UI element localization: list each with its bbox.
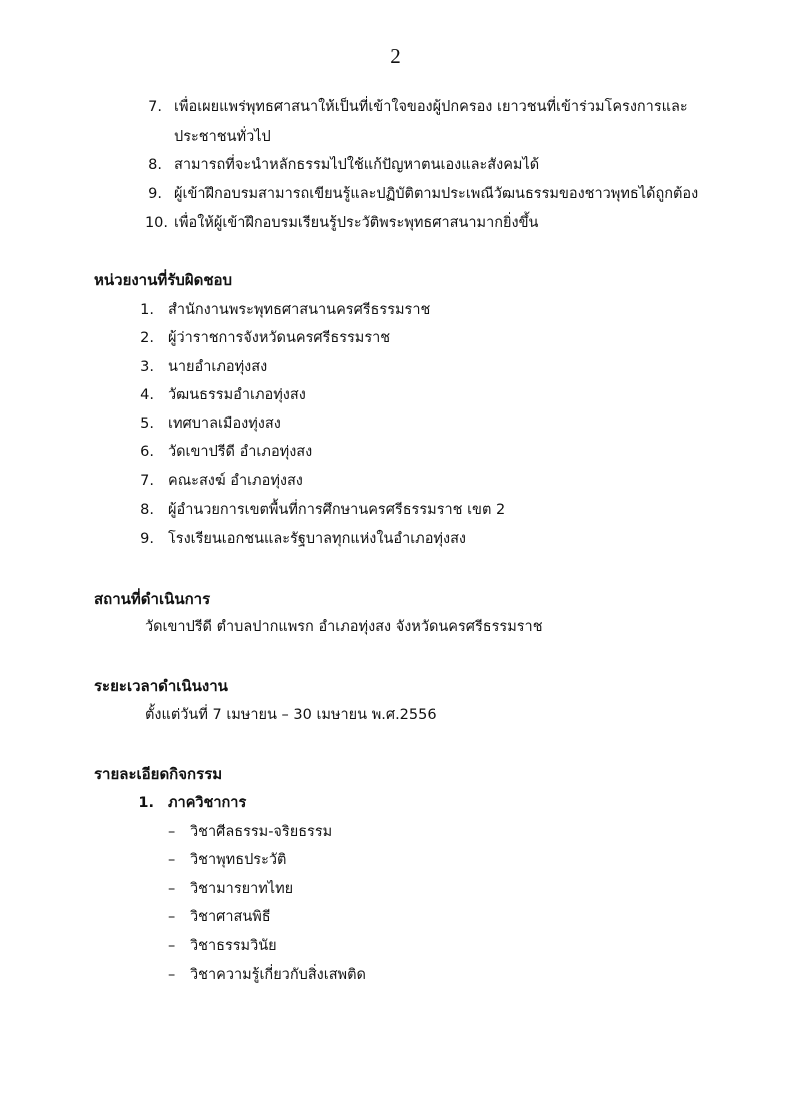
section-heading-duration: ระยะเวลาดำเนินงาน xyxy=(94,677,228,695)
page-number: 2 xyxy=(390,44,401,68)
bullet-dash: – xyxy=(168,852,176,868)
bullet-dash: – xyxy=(168,881,176,897)
section-heading-activities: รายละเอียดกิจกรรม xyxy=(94,765,223,783)
bullet-dash: – xyxy=(168,938,176,954)
duration-text: ตั้งแต่วันที่ 7 เมษายน – 30 เมษายน พ.ศ.2556 xyxy=(145,707,437,723)
section-heading-responsible: หน่วยงานที่รับผิดชอบ xyxy=(94,271,233,289)
bullet-dash: – xyxy=(168,967,176,983)
bullet-dash: – xyxy=(168,909,176,925)
venue-text: วัดเขาปรีดี ตำบลปากแพรก อำเภอทุ่งสง จังหวัดนครศรีธรรมราช xyxy=(145,619,543,635)
document-page: 2 7. เพื่อเผยแพร่พุทธศาสนาให้เป็นที่เข้าใจของผู้ปกครอง เยาวชนที่เข้าร่วมโครงการและ ประชาชนทั่วไป 8. สามารถที่จะนำหลักธรรมไปใช้แก้ปัญหาตนเองและสังคมได้ 9. ผู้เข้าฝึกอบรมสามารถเขียนรู้และปฏิบัติตามประเพณีวัฒนธรรมของชาวพุทธได้ถูกต้อง 10. เพื่อให้ผู้เข้าฝึกอบรมเรียนรู้ประวัติพระพุทธศาสนามากยิ่งขึ้น หน่วยงานที่รับผิดชอบ 1. สำนักงานพระพุทธศาสนานครศรีธรรมราช 2. ผู้ว่าราชการจังหวัดนครศรีธรรมราช 3. นายอำเภอทุ่งสง 4. วัฒนธรรมอำเภอทุ่งสง 5. เทศบาลเมืองทุ่งสง 6. วัดเขาปรีดี อำเภอทุ่งสง 7. คณะสงฆ์ อำเภอทุ่งสง 8. ผู้อำนวยการเขตพื้นที่การศึกษานครศรีธรรมราช เขต 2 9. โรงเรียนเอกชนและรัฐบาลทุกแห่งในอำเภอทุ่งสง สถานที่ดำเนินการ วัดเขาปรีดี ตำบลปากแพรก อำเภอทุ่งสง จังหวัดนครศรีธรรมราช ระยะเวลาดำเนินงาน ตั้งแต่วันที่ 7 เมษายน – 30 เมษายน พ.ศ.2556 รายละเอียดกิจกรรม 1. ภาควิชาการ – วิชาศีลธรรม-จริยธรรม – วิชาพุทธประวัติ – วิชามารยาทไทย – วิชาศาสนพิธี – วิชาธรรมวินัย – วิชาความรู้เกี่ยวกับสิ่งเสพติด xyxy=(0,0,791,1119)
section-heading-venue: สถานที่ดำเนินการ xyxy=(94,590,211,608)
bullet-dash: – xyxy=(168,824,176,840)
